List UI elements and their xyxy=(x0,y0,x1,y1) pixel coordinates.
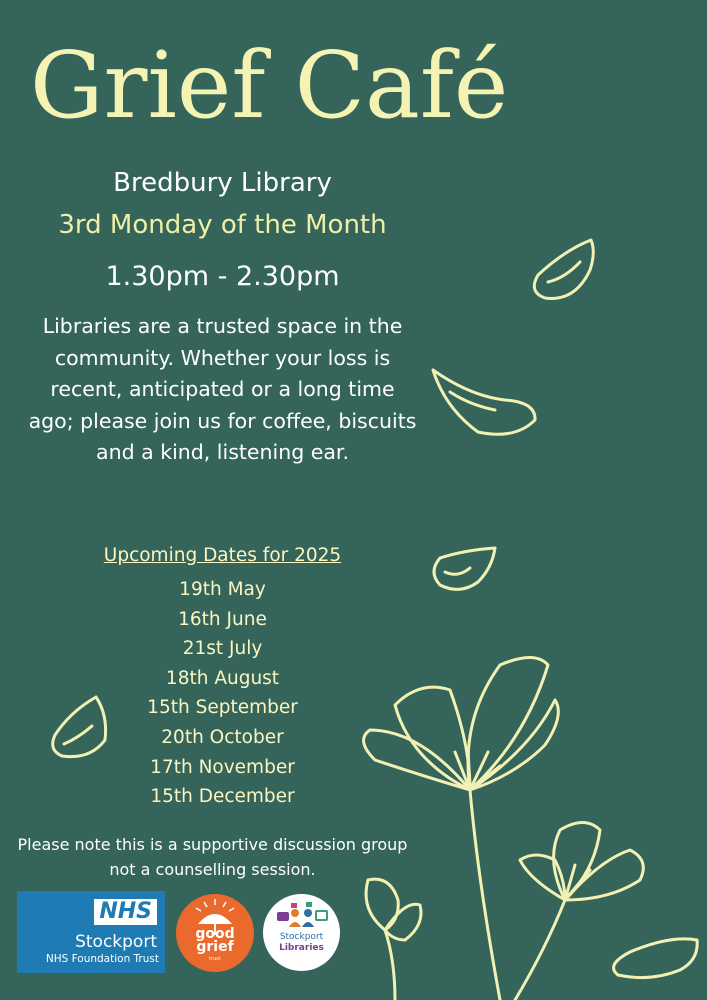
falling-petal xyxy=(53,697,106,757)
date-item: 16th June xyxy=(178,608,267,630)
date-item: 20th October xyxy=(161,726,284,748)
nhs-mark: NHS xyxy=(94,899,157,925)
good-grief-sub: trust xyxy=(209,956,221,962)
session-time: 1.30pm - 2.30pm xyxy=(105,261,340,292)
date-item: 21st July xyxy=(182,638,263,660)
library-line1: Stockport xyxy=(279,932,324,942)
schedule: 3rd Monday of the Month xyxy=(58,210,387,240)
date-item: 19th May xyxy=(179,579,266,600)
nhs-trust: NHS Foundation Trust xyxy=(45,953,159,965)
date-item: 15th December xyxy=(150,786,295,808)
dates-heading: Upcoming Dates for 2025 xyxy=(103,545,342,566)
falling-petal xyxy=(433,370,535,434)
library-line2: Libraries xyxy=(279,943,324,953)
flower-stem xyxy=(470,790,500,1000)
falling-petal xyxy=(534,240,593,298)
date-item: 18th August xyxy=(165,667,280,689)
falling-petal xyxy=(434,548,495,589)
flower-petal xyxy=(366,879,398,930)
flower-stem xyxy=(385,930,395,1000)
date-item: 17th November xyxy=(150,756,295,778)
page-title: Grief Café xyxy=(30,32,509,139)
flower-stem xyxy=(515,900,565,1000)
good-grief-line2: grief xyxy=(196,939,234,955)
nhs-name: Stockport xyxy=(75,932,157,952)
venue: Bredbury Library xyxy=(113,168,332,198)
date-item: 15th September xyxy=(147,697,298,719)
description: Libraries are a trusted space in the community. Whether your loss is recent, anticipated or a long time ago; please join us for coffee, biscuits and a kind, listening ear. xyxy=(28,314,417,464)
falling-petal xyxy=(614,939,698,978)
flower-petal xyxy=(520,855,565,900)
good-grief-line1: good xyxy=(195,926,235,942)
flower-petal xyxy=(385,904,421,940)
flower-petal xyxy=(565,850,643,900)
disclaimer-note: Please note this is a supportive discussion group not a counselling session. xyxy=(17,835,408,879)
